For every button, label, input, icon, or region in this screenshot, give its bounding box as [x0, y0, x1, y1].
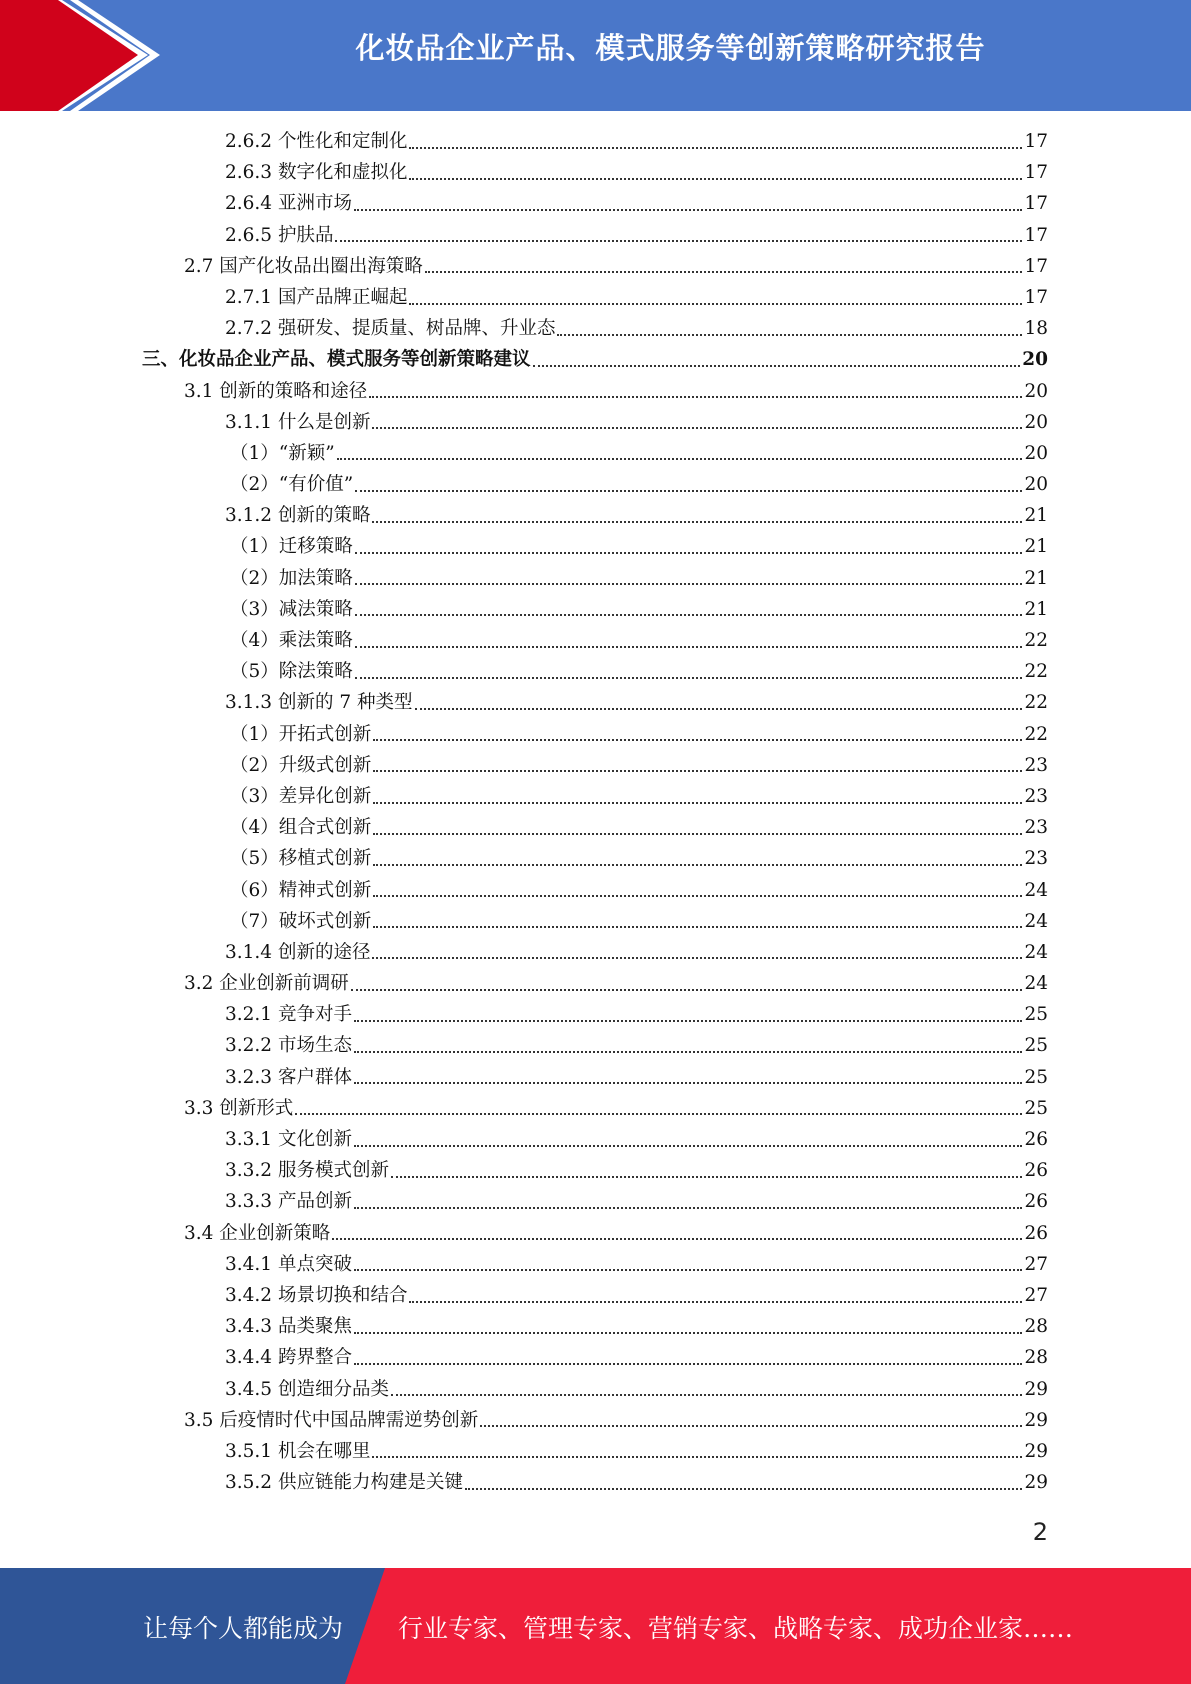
toc-entry-label: 3.2.1 竞争对手	[225, 1004, 352, 1026]
toc-entry-page: 28	[1024, 1347, 1048, 1369]
toc-entry-label: 3.4 企业创新策略	[184, 1222, 331, 1244]
toc-entry-page: 24	[1024, 910, 1048, 932]
toc-dot-leader	[351, 989, 1023, 991]
toc-entry-page: 17	[1024, 131, 1048, 152]
toc-entry-label: 3.3 创新形式	[184, 1097, 294, 1119]
toc-entry[interactable]	[0, 1374, 1191, 1405]
toc-entry-page: 26	[1024, 1129, 1048, 1150]
toc-entry[interactable]	[0, 251, 1191, 282]
toc-entry-page: 23	[1024, 848, 1048, 870]
toc-entry-page: 26	[1024, 1160, 1048, 1182]
toc-entry-page: 25	[1024, 1004, 1048, 1026]
toc-entry-label: 3.2 企业创新前调研	[184, 973, 349, 995]
page-header	[0, 0, 1191, 111]
toc-dot-leader	[372, 521, 1022, 523]
toc-entry-label: 3.5.2 供应链能力构建是关键	[225, 1472, 463, 1494]
toc-entry[interactable]	[0, 968, 1191, 999]
toc-entry-label: 2.7.1 国产品牌正崛起	[225, 286, 408, 308]
toc-dot-leader	[354, 1051, 1023, 1053]
toc-entry-page: 27	[1024, 1253, 1048, 1275]
toc-entry[interactable]	[0, 313, 1191, 344]
toc-entry[interactable]	[0, 781, 1191, 812]
toc-entry-label: 3.1.4 创新的途径	[225, 941, 371, 963]
toc-entry-page: 21	[1024, 536, 1048, 558]
toc-dot-leader	[373, 739, 1022, 741]
toc-dot-leader	[373, 864, 1022, 866]
toc-entry-page: 22	[1024, 723, 1048, 745]
toc-entry-page: 17	[1024, 286, 1048, 308]
toc-entry-label: （1）开拓式创新	[230, 723, 372, 745]
page-footer	[0, 1568, 1191, 1684]
toc-entry[interactable]	[0, 1280, 1191, 1311]
toc-entry-label: （7）破坏式创新	[230, 910, 372, 932]
toc-entry-page: 18	[1024, 318, 1048, 340]
header-title: 化妆品企业产品、模式服务等创新策略研究报告	[355, 31, 986, 65]
toc-dot-leader	[409, 178, 1022, 180]
toc-entry-label: （1）“新颖”	[230, 442, 335, 464]
toc-dot-leader	[372, 427, 1022, 429]
toc-dot-leader	[332, 1238, 1022, 1240]
toc-entry-label: 3.2.2 市场生态	[225, 1035, 352, 1057]
toc-entry-label: （2）加法策略	[230, 567, 353, 589]
toc-entry[interactable]	[0, 594, 1191, 625]
toc-entry-label: 2.7.2 强研发、提质量、树品牌、升业态	[225, 318, 556, 340]
toc-entry-page: 25	[1024, 1066, 1048, 1088]
toc-dot-leader	[425, 271, 1023, 273]
toc-dot-leader	[335, 240, 1022, 242]
toc-entry[interactable]	[0, 1342, 1191, 1373]
toc-entry-label: 3.5.1 机会在哪里	[225, 1440, 371, 1462]
toc-entry[interactable]	[0, 157, 1191, 188]
toc-entry[interactable]	[0, 1155, 1191, 1186]
toc-entry[interactable]	[0, 469, 1191, 500]
toc-entry-page: 20	[1024, 380, 1048, 402]
toc-dot-leader	[372, 1456, 1022, 1458]
toc-entry-page: 23	[1024, 754, 1048, 776]
toc-entry-label: 3.5 后疫情时代中国品牌需逆势创新	[184, 1409, 479, 1431]
toc-entry-page: 20	[1024, 474, 1048, 496]
toc-dot-leader	[373, 926, 1022, 928]
toc-entry[interactable]	[0, 188, 1191, 219]
toc-dot-leader	[409, 1301, 1022, 1303]
toc-entry[interactable]	[0, 656, 1191, 687]
toc-dot-leader	[354, 209, 1023, 211]
toc-entry-page: 17	[1024, 224, 1048, 246]
toc-entry-page: 28	[1024, 1316, 1048, 1338]
toc-entry-label: 3.3.1 文化创新	[225, 1129, 352, 1150]
toc-dot-leader	[373, 770, 1022, 772]
toc-entry-label: 3.4.4 跨界整合	[225, 1347, 352, 1369]
toc-entry[interactable]	[0, 344, 1191, 375]
toc-entry[interactable]	[0, 1436, 1191, 1467]
toc-entry[interactable]	[0, 438, 1191, 469]
toc-entry-label: （1）迁移策略	[230, 536, 353, 558]
toc-entry-page: 24	[1024, 879, 1048, 901]
toc-entry-page: 17	[1024, 193, 1048, 215]
toc-entry[interactable]	[0, 1093, 1191, 1124]
toc-entry[interactable]	[0, 687, 1191, 718]
toc-dot-leader	[354, 1020, 1023, 1022]
toc-dot-leader	[354, 1145, 1023, 1147]
toc-entry[interactable]	[0, 1030, 1191, 1061]
toc-entry-page: 29	[1024, 1440, 1048, 1462]
toc-entry-page: 21	[1024, 598, 1048, 620]
toc-entry-label: 3.3.2 服务模式创新	[225, 1160, 389, 1182]
toc-entry[interactable]	[0, 1218, 1191, 1249]
toc-entry-page: 22	[1024, 630, 1048, 651]
toc-dot-leader	[295, 1113, 1022, 1115]
toc-entry[interactable]	[0, 500, 1191, 531]
toc-entry-label: 3.4.1 单点突破	[225, 1253, 352, 1275]
toc-entry-label: （6）精神式创新	[230, 879, 372, 901]
toc-entry-label: 2.6.5 护肤品	[225, 224, 334, 246]
toc-entry[interactable]	[0, 750, 1191, 781]
toc-entry-page: 17	[1024, 255, 1048, 277]
toc-entry-page: 29	[1024, 1378, 1048, 1400]
toc-dot-leader	[355, 490, 1022, 492]
toc-entry[interactable]	[0, 1249, 1191, 1280]
page-number: 2	[1032, 1518, 1048, 1546]
toc-entry-label: 3.4.5 创造细分品类	[225, 1378, 389, 1400]
toc-entry-label: （4）乘法策略	[230, 630, 353, 651]
toc-dot-leader	[372, 957, 1022, 959]
toc-entry-label: （3）差异化创新	[230, 785, 372, 807]
toc-entry[interactable]	[0, 376, 1191, 407]
toc-dot-leader	[557, 334, 1022, 336]
toc-dot-leader	[354, 1082, 1023, 1084]
toc-dot-leader	[533, 365, 1021, 367]
toc-entry[interactable]	[0, 1311, 1191, 1342]
toc-entry[interactable]	[0, 282, 1191, 313]
toc-dot-leader	[337, 458, 1023, 460]
footer-slogan-left: 让每个人都能成为	[143, 1614, 344, 1643]
toc-dot-leader	[354, 1207, 1023, 1209]
toc-entry-page: 21	[1024, 505, 1048, 527]
toc-entry-page: 25	[1024, 1035, 1048, 1057]
toc-entry[interactable]	[0, 126, 1191, 157]
toc-entry-label: 2.6.4 亚洲市场	[225, 193, 352, 215]
toc-dot-leader	[409, 147, 1022, 149]
toc-entry-page: 26	[1024, 1222, 1048, 1244]
toc-entry-label: （3）减法策略	[230, 598, 353, 620]
toc-dot-leader	[355, 552, 1023, 554]
toc-entry-label: （5）移植式创新	[230, 848, 372, 870]
toc-entry-label: （2）“有价值”	[230, 474, 354, 496]
toc-entry[interactable]	[0, 1062, 1191, 1093]
toc-entry-label: 3.1.1 什么是创新	[225, 411, 371, 433]
toc-entry[interactable]	[0, 531, 1191, 562]
toc-entry-label: 3.1.3 创新的 7 种类型	[225, 692, 413, 714]
toc-entry-label: 2.6.2 个性化和定制化	[225, 131, 408, 152]
toc-entry-page: 20	[1024, 442, 1048, 464]
toc-entry-page: 26	[1024, 1191, 1048, 1213]
toc-entry[interactable]	[0, 563, 1191, 594]
toc-dot-leader	[480, 1425, 1022, 1427]
toc-entry-label: （5）除法策略	[230, 661, 353, 683]
toc-entry-page: 25	[1024, 1097, 1048, 1119]
toc-dot-leader	[355, 614, 1023, 616]
toc-dot-leader	[391, 1394, 1022, 1396]
toc-entry-label: 3.4.3 品类聚焦	[225, 1316, 352, 1338]
toc-dot-leader	[409, 303, 1022, 305]
toc-dot-leader	[373, 833, 1022, 835]
toc-entry-label: 3.4.2 场景切换和结合	[225, 1284, 408, 1306]
toc-entry-page: 20	[1022, 349, 1048, 371]
toc-entry-label: 3.1 创新的策略和途径	[184, 380, 368, 402]
toc-entry[interactable]	[0, 999, 1191, 1030]
toc-entry-label: 3.3.3 产品创新	[225, 1191, 352, 1213]
toc-dot-leader	[355, 677, 1023, 679]
toc-entry[interactable]	[0, 625, 1191, 656]
toc-entry-page: 21	[1024, 567, 1048, 589]
toc-entry-page: 24	[1024, 941, 1048, 963]
footer-slogan-right: 行业专家、管理专家、营销专家、战略专家、成功企业家……	[398, 1614, 1074, 1643]
toc-entry-page: 23	[1024, 817, 1048, 839]
toc-entry-page: 27	[1024, 1284, 1048, 1306]
toc-dot-leader	[465, 1488, 1022, 1490]
toc-entry-page: 20	[1024, 411, 1048, 433]
toc-entry-label: （2）升级式创新	[230, 754, 372, 776]
toc-entry[interactable]	[0, 1186, 1191, 1217]
toc-entry-page: 17	[1024, 162, 1048, 184]
toc-dot-leader	[369, 396, 1022, 398]
toc-entry[interactable]	[0, 407, 1191, 438]
toc-entry[interactable]	[0, 719, 1191, 750]
toc-dot-leader	[355, 583, 1023, 585]
toc-dot-leader	[373, 895, 1022, 897]
toc-entry[interactable]	[0, 812, 1191, 843]
toc-entry[interactable]	[0, 906, 1191, 937]
toc-entry-page: 22	[1024, 661, 1048, 683]
toc-entry-label: 2.7 国产化妆品出圈出海策略	[184, 255, 423, 277]
toc-entry-label: 三、化妆品企业产品、模式服务等创新策略建议	[142, 349, 531, 371]
toc-entry-page: 23	[1024, 785, 1048, 807]
toc-entry-page: 29	[1024, 1409, 1048, 1431]
toc-entry-label: 3.1.2 创新的策略	[225, 505, 371, 527]
table-of-contents	[0, 126, 1191, 1498]
toc-dot-leader	[415, 708, 1023, 710]
toc-dot-leader	[354, 1269, 1023, 1271]
toc-dot-leader	[391, 1176, 1022, 1178]
toc-entry[interactable]	[0, 937, 1191, 968]
toc-dot-leader	[355, 646, 1023, 648]
toc-dot-leader	[373, 802, 1022, 804]
toc-entry[interactable]	[0, 1124, 1191, 1155]
toc-entry[interactable]	[0, 1467, 1191, 1498]
toc-entry[interactable]	[0, 1405, 1191, 1436]
toc-entry-page: 24	[1024, 973, 1048, 995]
toc-entry-label: 3.2.3 客户群体	[225, 1066, 352, 1088]
toc-entry-label: 2.6.3 数字化和虚拟化	[225, 162, 408, 184]
toc-entry[interactable]	[0, 843, 1191, 874]
toc-entry-label: （4）组合式创新	[230, 817, 372, 839]
toc-entry[interactable]	[0, 220, 1191, 251]
toc-entry-page: 29	[1024, 1472, 1048, 1494]
toc-dot-leader	[354, 1363, 1023, 1365]
toc-entry-page: 22	[1024, 692, 1048, 714]
toc-entry[interactable]	[0, 875, 1191, 906]
toc-dot-leader	[354, 1332, 1023, 1334]
